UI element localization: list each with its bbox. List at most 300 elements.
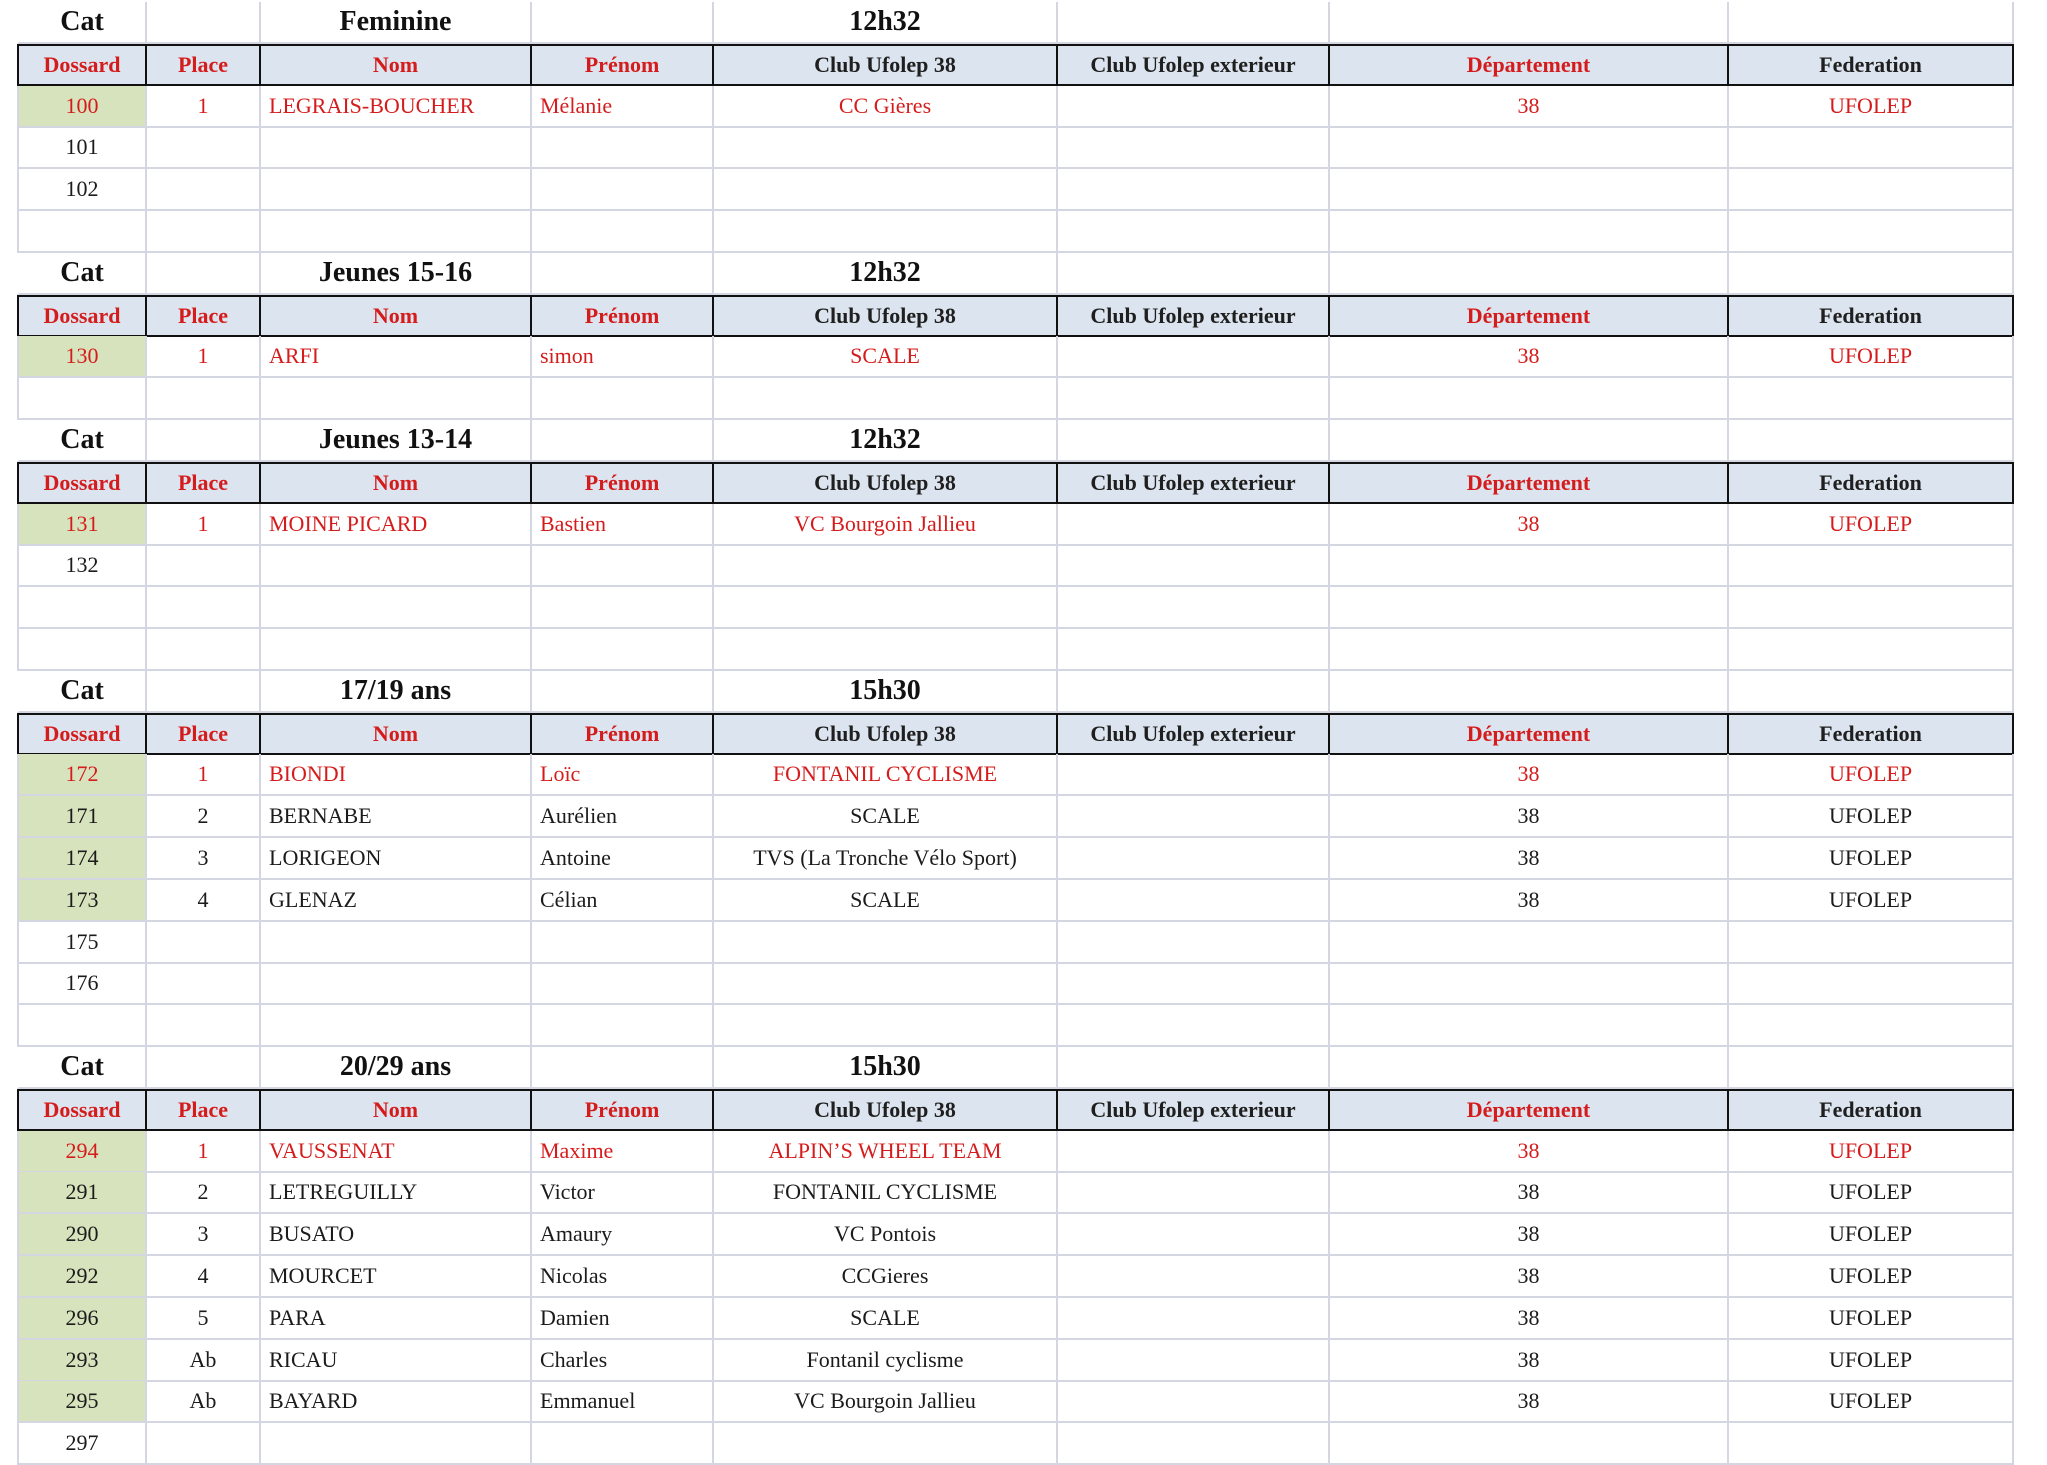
cell-fed[interactable]: UFOLEP	[1729, 796, 2014, 838]
cell-dossard[interactable]: 102	[17, 169, 147, 211]
cell-club_ext[interactable]	[1058, 504, 1330, 546]
cell-club_ext[interactable]	[1058, 1005, 1330, 1047]
cell-club_ext[interactable]	[1058, 127, 1330, 169]
cell-dossard[interactable]: 132	[17, 545, 147, 587]
cell-nom[interactable]	[261, 963, 532, 1005]
cell-dossard[interactable]: 101	[17, 127, 147, 169]
cell-club[interactable]: VC Bourgoin Jallieu	[714, 504, 1058, 546]
cell-place[interactable]	[147, 545, 261, 587]
cell-club[interactable]: Fontanil cyclisme	[714, 1340, 1058, 1382]
cell-club[interactable]: VC Bourgoin Jallieu	[714, 1381, 1058, 1423]
header-prenom[interactable]: Prénom	[532, 295, 714, 337]
cell-club[interactable]	[714, 378, 1058, 420]
cell-club_ext[interactable]	[1058, 1214, 1330, 1256]
title-empty-cell[interactable]	[1729, 671, 2014, 713]
column-header-row	[0, 713, 2047, 755]
cell-prenom[interactable]: Maxime	[532, 1131, 714, 1173]
category-title-row	[0, 2, 2047, 44]
title-empty-cell[interactable]	[147, 1047, 261, 1089]
cell-dossard[interactable]: 294	[17, 1131, 147, 1173]
cell-dossard[interactable]: 296	[17, 1298, 147, 1340]
cell-club[interactable]	[714, 963, 1058, 1005]
cell-fed[interactable]	[1729, 1423, 2014, 1465]
cell-dossard[interactable]: 297	[17, 1423, 147, 1465]
cell-dossard[interactable]: 174	[17, 838, 147, 880]
cell-dept[interactable]: 38	[1330, 336, 1729, 378]
cell-club[interactable]: VC Pontois	[714, 1214, 1058, 1256]
cell-dept[interactable]: 38	[1330, 86, 1729, 128]
cell-club[interactable]	[714, 127, 1058, 169]
header-clubext[interactable]: Club Ufolep exterieur	[1058, 295, 1330, 337]
header-departement[interactable]: Département	[1330, 1089, 1729, 1131]
cell-dept[interactable]	[1330, 1423, 1729, 1465]
cell-dossard[interactable]: 171	[17, 796, 147, 838]
cell-dossard[interactable]: 100	[17, 86, 147, 128]
cell-nom[interactable]	[261, 127, 532, 169]
cell-fed[interactable]: UFOLEP	[1729, 880, 2014, 922]
cell-nom[interactable]: VAUSSENAT	[261, 1131, 532, 1173]
header-federation[interactable]: Federation	[1729, 713, 2014, 755]
header-prenom[interactable]: Prénom	[532, 713, 714, 755]
cell-nom[interactable]	[261, 1005, 532, 1047]
cell-dossard[interactable]	[17, 378, 147, 420]
cell-dossard[interactable]: 293	[17, 1340, 147, 1382]
cell-club[interactable]	[714, 629, 1058, 671]
header-place[interactable]: Place	[147, 295, 261, 337]
cell-place[interactable]: 1	[147, 504, 261, 546]
cell-nom[interactable]	[261, 211, 532, 253]
column-header-row	[0, 44, 2047, 86]
cell-place[interactable]	[147, 169, 261, 211]
cat-label[interactable]: Cat	[17, 671, 147, 713]
start-time[interactable]: 15h30	[714, 671, 1058, 713]
cell-place[interactable]	[147, 629, 261, 671]
cell-club[interactable]: CC Gières	[714, 86, 1058, 128]
cell-dept[interactable]: 38	[1330, 1172, 1729, 1214]
cell-fed[interactable]: UFOLEP	[1729, 1340, 2014, 1382]
cell-nom[interactable]: LEGRAIS-BOUCHER	[261, 86, 532, 128]
header-departement[interactable]: Département	[1330, 295, 1729, 337]
cell-nom[interactable]: GLENAZ	[261, 880, 532, 922]
cell-club_ext[interactable]	[1058, 754, 1330, 796]
cell-prenom[interactable]: Célian	[532, 880, 714, 922]
cell-club_ext[interactable]	[1058, 838, 1330, 880]
cell-fed[interactable]	[1729, 211, 2014, 253]
cell-nom[interactable]	[261, 587, 532, 629]
cell-club_ext[interactable]	[1058, 880, 1330, 922]
cell-dossard[interactable]	[17, 1005, 147, 1047]
cat-label[interactable]: Cat	[17, 2, 147, 44]
title-empty-cell[interactable]	[147, 2, 261, 44]
result-row	[0, 336, 2047, 378]
cell-prenom[interactable]: simon	[532, 336, 714, 378]
cell-prenom[interactable]	[532, 545, 714, 587]
header-place[interactable]: Place	[147, 1089, 261, 1131]
title-empty-cell[interactable]	[1729, 420, 2014, 462]
cell-nom[interactable]	[261, 1423, 532, 1465]
empty-row	[0, 378, 2047, 420]
cell-nom[interactable]: MOURCET	[261, 1256, 532, 1298]
title-empty-cell[interactable]	[1729, 2, 2014, 44]
cell-club_ext[interactable]	[1058, 169, 1330, 211]
cell-nom[interactable]	[261, 922, 532, 964]
cat-label[interactable]: Cat	[17, 253, 147, 295]
cell-fed[interactable]	[1729, 629, 2014, 671]
cell-place[interactable]	[147, 1423, 261, 1465]
cell-club[interactable]	[714, 587, 1058, 629]
header-club38[interactable]: Club Ufolep 38	[714, 1089, 1058, 1131]
cell-prenom[interactable]: Nicolas	[532, 1256, 714, 1298]
cell-place[interactable]	[147, 963, 261, 1005]
title-empty-cell[interactable]	[1330, 2, 1729, 44]
empty-row	[0, 629, 2047, 671]
cell-nom[interactable]	[261, 378, 532, 420]
title-empty-cell[interactable]	[1058, 420, 1330, 462]
cell-club_ext[interactable]	[1058, 211, 1330, 253]
cell-club_ext[interactable]	[1058, 545, 1330, 587]
cell-fed[interactable]: UFOLEP	[1729, 1214, 2014, 1256]
cell-nom[interactable]: LORIGEON	[261, 838, 532, 880]
title-empty-cell[interactable]	[1058, 253, 1330, 295]
cell-place[interactable]	[147, 378, 261, 420]
start-time[interactable]: 12h32	[714, 253, 1058, 295]
category-title-row	[0, 1047, 2047, 1089]
cell-prenom[interactable]	[532, 127, 714, 169]
cell-dossard[interactable]	[17, 629, 147, 671]
header-federation[interactable]: Federation	[1729, 44, 2014, 86]
cell-club[interactable]	[714, 211, 1058, 253]
cell-nom[interactable]	[261, 545, 532, 587]
cell-club[interactable]: ALPIN’S WHEEL TEAM	[714, 1131, 1058, 1173]
cell-prenom[interactable]: Emmanuel	[532, 1381, 714, 1423]
title-empty-cell[interactable]	[147, 420, 261, 462]
header-club38[interactable]: Club Ufolep 38	[714, 462, 1058, 504]
cell-prenom[interactable]	[532, 963, 714, 1005]
cell-club_ext[interactable]	[1058, 963, 1330, 1005]
result-row	[0, 838, 2047, 880]
cell-club_ext[interactable]	[1058, 86, 1330, 128]
cell-fed[interactable]: UFOLEP	[1729, 1256, 2014, 1298]
category-name[interactable]: Feminine	[261, 2, 532, 44]
cell-place[interactable]: 2	[147, 796, 261, 838]
column-header-row	[0, 1089, 2047, 1131]
header-place[interactable]: Place	[147, 44, 261, 86]
cat-label[interactable]: Cat	[17, 1047, 147, 1089]
cell-prenom[interactable]	[532, 169, 714, 211]
cell-fed[interactable]: UFOLEP	[1729, 336, 2014, 378]
cell-dept[interactable]: 38	[1330, 1131, 1729, 1173]
cell-dept[interactable]: 38	[1330, 1298, 1729, 1340]
empty-row	[0, 1005, 2047, 1047]
cell-dept[interactable]: 38	[1330, 880, 1729, 922]
cell-prenom[interactable]: Charles	[532, 1340, 714, 1382]
cell-place[interactable]	[147, 587, 261, 629]
cell-club[interactable]	[714, 545, 1058, 587]
cell-club[interactable]: FONTANIL CYCLISME	[714, 1172, 1058, 1214]
header-federation[interactable]: Federation	[1729, 295, 2014, 337]
cell-dept[interactable]: 38	[1330, 1381, 1729, 1423]
cell-nom[interactable]: BUSATO	[261, 1214, 532, 1256]
title-empty-cell[interactable]	[1330, 1047, 1729, 1089]
cell-fed[interactable]	[1729, 1005, 2014, 1047]
header-departement[interactable]: Département	[1330, 462, 1729, 504]
cell-prenom[interactable]	[532, 587, 714, 629]
cell-club_ext[interactable]	[1058, 1256, 1330, 1298]
start-time[interactable]: 15h30	[714, 1047, 1058, 1089]
cell-dept[interactable]: 38	[1330, 1340, 1729, 1382]
cell-dept[interactable]	[1330, 127, 1729, 169]
header-dossard[interactable]: Dossard	[17, 295, 147, 337]
title-empty-cell[interactable]	[1330, 253, 1729, 295]
header-club38[interactable]: Club Ufolep 38	[714, 44, 1058, 86]
cell-club_ext[interactable]	[1058, 629, 1330, 671]
title-empty-cell[interactable]	[147, 671, 261, 713]
result-row	[0, 86, 2047, 128]
cat-label[interactable]: Cat	[17, 420, 147, 462]
cell-dept[interactable]	[1330, 587, 1729, 629]
cell-club_ext[interactable]	[1058, 587, 1330, 629]
cell-dept[interactable]: 38	[1330, 754, 1729, 796]
cell-place[interactable]: 3	[147, 838, 261, 880]
cell-club[interactable]	[714, 169, 1058, 211]
cell-prenom[interactable]	[532, 922, 714, 964]
cell-dossard[interactable]: 175	[17, 922, 147, 964]
cell-club[interactable]: FONTANIL CYCLISME	[714, 754, 1058, 796]
category-name[interactable]: Jeunes 13-14	[261, 420, 532, 462]
cell-nom[interactable]: BERNABE	[261, 796, 532, 838]
cell-dossard[interactable]: 130	[17, 336, 147, 378]
cell-nom[interactable]: MOINE PICARD	[261, 504, 532, 546]
cell-club_ext[interactable]	[1058, 1381, 1330, 1423]
result-row	[0, 127, 2047, 169]
category-name[interactable]: 17/19 ans	[261, 671, 532, 713]
cell-dossard[interactable]: 172	[17, 754, 147, 796]
cell-dept[interactable]	[1330, 922, 1729, 964]
header-departement[interactable]: Département	[1330, 44, 1729, 86]
cell-dossard[interactable]: 292	[17, 1256, 147, 1298]
cell-dept[interactable]	[1330, 169, 1729, 211]
cell-prenom[interactable]: Mélanie	[532, 86, 714, 128]
title-empty-cell[interactable]	[532, 1047, 714, 1089]
cell-dossard[interactable]: 290	[17, 1214, 147, 1256]
cell-club_ext[interactable]	[1058, 1172, 1330, 1214]
header-federation[interactable]: Federation	[1729, 462, 2014, 504]
cell-place[interactable]: 4	[147, 880, 261, 922]
cell-dept[interactable]: 38	[1330, 504, 1729, 546]
cell-fed[interactable]	[1729, 127, 2014, 169]
cell-fed[interactable]	[1729, 587, 2014, 629]
cell-dossard[interactable]	[17, 587, 147, 629]
result-row	[0, 1131, 2047, 1173]
cell-prenom[interactable]: Victor	[532, 1172, 714, 1214]
cell-fed[interactable]: UFOLEP	[1729, 86, 2014, 128]
header-nom[interactable]: Nom	[261, 44, 532, 86]
cell-club_ext[interactable]	[1058, 1423, 1330, 1465]
cell-prenom[interactable]	[532, 211, 714, 253]
header-prenom[interactable]: Prénom	[532, 1089, 714, 1131]
title-empty-cell[interactable]	[532, 253, 714, 295]
header-clubext[interactable]: Club Ufolep exterieur	[1058, 44, 1330, 86]
cell-dept[interactable]	[1330, 1005, 1729, 1047]
title-empty-cell[interactable]	[1729, 1047, 2014, 1089]
empty-row	[0, 587, 2047, 629]
cell-dept[interactable]	[1330, 378, 1729, 420]
cell-nom[interactable]: BAYARD	[261, 1381, 532, 1423]
header-place[interactable]: Place	[147, 462, 261, 504]
cell-club_ext[interactable]	[1058, 336, 1330, 378]
cell-prenom[interactable]	[532, 1423, 714, 1465]
cell-dossard[interactable]	[17, 211, 147, 253]
header-prenom[interactable]: Prénom	[532, 44, 714, 86]
cell-club[interactable]: TVS (La Tronche Vélo Sport)	[714, 838, 1058, 880]
title-empty-cell[interactable]	[1058, 1047, 1330, 1089]
cell-prenom[interactable]: Amaury	[532, 1214, 714, 1256]
cell-place[interactable]	[147, 1005, 261, 1047]
cell-club[interactable]: CCGieres	[714, 1256, 1058, 1298]
cell-place[interactable]: Ab	[147, 1340, 261, 1382]
category-name[interactable]: 20/29 ans	[261, 1047, 532, 1089]
title-empty-cell[interactable]	[532, 2, 714, 44]
cell-fed[interactable]: UFOLEP	[1729, 504, 2014, 546]
title-empty-cell[interactable]	[1058, 671, 1330, 713]
cell-place[interactable]	[147, 211, 261, 253]
title-empty-cell[interactable]	[147, 253, 261, 295]
cell-place[interactable]: 1	[147, 754, 261, 796]
header-dossard[interactable]: Dossard	[17, 44, 147, 86]
cell-nom[interactable]: RICAU	[261, 1340, 532, 1382]
title-empty-cell[interactable]	[532, 420, 714, 462]
category-title-row	[0, 420, 2047, 462]
result-row	[0, 922, 2047, 964]
cell-prenom[interactable]: Aurélien	[532, 796, 714, 838]
cell-fed[interactable]	[1729, 169, 2014, 211]
cell-nom[interactable]: PARA	[261, 1298, 532, 1340]
header-clubext[interactable]: Club Ufolep exterieur	[1058, 462, 1330, 504]
cell-dossard[interactable]: 173	[17, 880, 147, 922]
cell-dossard[interactable]: 295	[17, 1381, 147, 1423]
cell-dossard[interactable]: 291	[17, 1172, 147, 1214]
cell-place[interactable]: 1	[147, 1131, 261, 1173]
cell-nom[interactable]	[261, 629, 532, 671]
category-name[interactable]: Jeunes 15-16	[261, 253, 532, 295]
result-row	[0, 545, 2047, 587]
header-nom[interactable]: Nom	[261, 1089, 532, 1131]
cell-club[interactable]	[714, 1423, 1058, 1465]
header-federation[interactable]: Federation	[1729, 1089, 2014, 1131]
cell-club_ext[interactable]	[1058, 796, 1330, 838]
cell-dept[interactable]	[1330, 545, 1729, 587]
cell-place[interactable]	[147, 922, 261, 964]
cell-place[interactable]: 3	[147, 1214, 261, 1256]
header-club38[interactable]: Club Ufolep 38	[714, 295, 1058, 337]
cell-dept[interactable]	[1330, 963, 1729, 1005]
cell-fed[interactable]	[1729, 545, 2014, 587]
cell-club_ext[interactable]	[1058, 378, 1330, 420]
cell-place[interactable]: 4	[147, 1256, 261, 1298]
cell-fed[interactable]: UFOLEP	[1729, 1131, 2014, 1173]
cell-club_ext[interactable]	[1058, 1298, 1330, 1340]
cell-place[interactable]: 2	[147, 1172, 261, 1214]
cell-prenom[interactable]	[532, 1005, 714, 1047]
header-clubext[interactable]: Club Ufolep exterieur	[1058, 1089, 1330, 1131]
header-clubext[interactable]: Club Ufolep exterieur	[1058, 713, 1330, 755]
cell-fed[interactable]: UFOLEP	[1729, 1298, 2014, 1340]
header-nom[interactable]: Nom	[261, 713, 532, 755]
cell-club_ext[interactable]	[1058, 1340, 1330, 1382]
cell-dept[interactable]: 38	[1330, 796, 1729, 838]
cell-place[interactable]: 1	[147, 336, 261, 378]
cell-dept[interactable]: 38	[1330, 1214, 1729, 1256]
cell-club[interactable]: SCALE	[714, 796, 1058, 838]
cell-fed[interactable]	[1729, 963, 2014, 1005]
cell-club[interactable]: SCALE	[714, 880, 1058, 922]
cell-prenom[interactable]: Loïc	[532, 754, 714, 796]
cell-dept[interactable]: 38	[1330, 838, 1729, 880]
cell-club_ext[interactable]	[1058, 922, 1330, 964]
cell-nom[interactable]: ARFI	[261, 336, 532, 378]
start-time[interactable]: 12h32	[714, 2, 1058, 44]
title-empty-cell[interactable]	[1058, 2, 1330, 44]
cell-fed[interactable]: UFOLEP	[1729, 1172, 2014, 1214]
header-dossard[interactable]: Dossard	[17, 1089, 147, 1131]
cell-fed[interactable]	[1729, 378, 2014, 420]
cell-dossard[interactable]: 131	[17, 504, 147, 546]
cell-fed[interactable]: UFOLEP	[1729, 838, 2014, 880]
header-nom[interactable]: Nom	[261, 295, 532, 337]
cell-place[interactable]	[147, 127, 261, 169]
header-prenom[interactable]: Prénom	[532, 462, 714, 504]
header-club38[interactable]: Club Ufolep 38	[714, 713, 1058, 755]
cell-dept[interactable]: 38	[1330, 1256, 1729, 1298]
cell-prenom[interactable]	[532, 378, 714, 420]
header-dossard[interactable]: Dossard	[17, 713, 147, 755]
title-empty-cell[interactable]	[1330, 420, 1729, 462]
header-departement[interactable]: Département	[1330, 713, 1729, 755]
header-dossard[interactable]: Dossard	[17, 462, 147, 504]
cell-prenom[interactable]: Damien	[532, 1298, 714, 1340]
cell-nom[interactable]: LETREGUILLY	[261, 1172, 532, 1214]
cell-club[interactable]: SCALE	[714, 1298, 1058, 1340]
cell-fed[interactable]: UFOLEP	[1729, 1381, 2014, 1423]
cell-dept[interactable]	[1330, 211, 1729, 253]
title-empty-cell[interactable]	[1729, 253, 2014, 295]
cell-place[interactable]: 5	[147, 1298, 261, 1340]
result-row	[0, 504, 2047, 546]
cell-fed[interactable]	[1729, 922, 2014, 964]
category-title-row	[0, 253, 2047, 295]
header-place[interactable]: Place	[147, 713, 261, 755]
title-empty-cell[interactable]	[532, 671, 714, 713]
cell-club_ext[interactable]	[1058, 1131, 1330, 1173]
cell-dept[interactable]	[1330, 629, 1729, 671]
cell-fed[interactable]: UFOLEP	[1729, 754, 2014, 796]
cell-prenom[interactable]: Bastien	[532, 504, 714, 546]
cell-club[interactable]: SCALE	[714, 336, 1058, 378]
cell-club[interactable]	[714, 922, 1058, 964]
cell-place[interactable]: 1	[147, 86, 261, 128]
cell-dossard[interactable]: 176	[17, 963, 147, 1005]
cell-prenom[interactable]: Antoine	[532, 838, 714, 880]
title-empty-cell[interactable]	[1330, 671, 1729, 713]
header-nom[interactable]: Nom	[261, 462, 532, 504]
cell-nom[interactable]: BIONDI	[261, 754, 532, 796]
cell-club[interactable]	[714, 1005, 1058, 1047]
start-time[interactable]: 12h32	[714, 420, 1058, 462]
cell-place[interactable]: Ab	[147, 1381, 261, 1423]
result-row	[0, 1298, 2047, 1340]
cell-prenom[interactable]	[532, 629, 714, 671]
cell-nom[interactable]	[261, 169, 532, 211]
